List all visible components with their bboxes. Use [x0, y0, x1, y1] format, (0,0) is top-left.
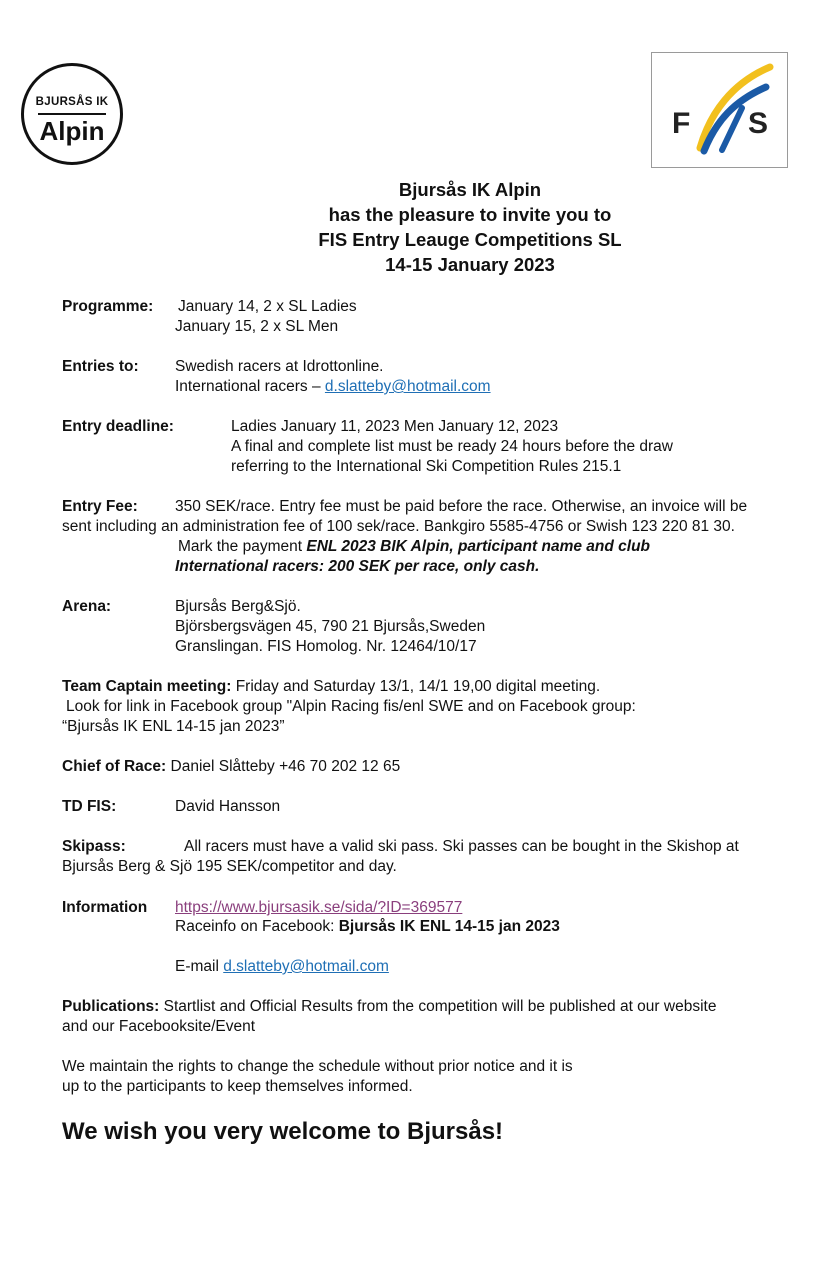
information-email-link[interactable]: d.slatteby@hotmail.com	[223, 958, 389, 975]
arena-line-3: Granslingan. FIS Homolog. Nr. 12464/10/17	[175, 638, 477, 655]
information-facebook-prefix: Raceinfo on Facebook:	[175, 918, 339, 935]
skipass-label: Skipass:	[62, 838, 126, 855]
fee-line-2: sent including an administration fee of 100 sek/race. Bankgiro 5585-4756 or Swish 123 220 81 30.	[62, 518, 735, 535]
title-line-2: has the pleasure to invite you to	[328, 204, 612, 225]
deadline-label: Entry deadline:	[62, 418, 174, 435]
closing-message: We wish you very welcome to Bjursås!	[62, 1118, 504, 1145]
chief-value: Daniel Slåtteby +46 70 202 12 65	[166, 758, 401, 775]
entries-international-prefix: International racers –	[175, 378, 325, 395]
title-line-4: 14-15 January 2023	[385, 254, 555, 275]
captain-line-1	[62, 677, 600, 697]
rights-line-2: up to the participants to keep themselves informed.	[62, 1078, 413, 1095]
publications-line-2: and our Facebooksite/Event	[62, 1018, 256, 1035]
fee-label: Entry Fee:	[62, 498, 138, 515]
captain-meeting-time: Friday and Saturday 13/1, 14/1 19,00 digital meeting.	[231, 678, 601, 695]
captain-line-3: “Bjursås IK ENL 14-15 jan 2023”	[62, 718, 285, 735]
club-logo-top-text: BJURSÅS IK	[35, 96, 109, 108]
publications-line-1	[62, 997, 716, 1017]
information-facebook-group: Bjursås IK ENL 14-15 jan 2023	[338, 918, 560, 935]
club-logo-bottom-text: Alpin	[39, 116, 105, 146]
fee-line-3	[178, 537, 650, 557]
captain-line-2: Look for link in Facebook group "Alpin Racing fis/enl SWE and on Facebook group:	[66, 698, 636, 715]
publications-label: Publications:	[62, 998, 160, 1015]
fis-logo-letter-s: S	[748, 107, 769, 140]
programme-line-2: January 15, 2 x SL Men	[175, 318, 339, 335]
entries-label: Entries to:	[62, 358, 139, 375]
fis-logo	[651, 52, 788, 168]
entries-email-link[interactable]: d.slatteby@hotmail.com	[324, 378, 491, 395]
arena-line-2: Björsbergsvägen 45, 790 21 Bjursås,Sweden	[175, 618, 486, 635]
captain-label: Team Captain meeting:	[62, 678, 232, 695]
title-line-1: Bjursås IK Alpin	[398, 179, 542, 200]
arena-line-1: Bjursås Berg&Sjö.	[175, 598, 301, 615]
information-url-line	[175, 898, 462, 918]
rights-line-1: We maintain the rights to change the schedule without prior notice and it is	[62, 1058, 573, 1075]
deadline-line-1: Ladies January 11, 2023 Men January 12, 2023	[231, 418, 559, 435]
fee-payment-prefix: Mark the payment	[178, 538, 307, 555]
publications-text: Startlist and Official Results from the competition will be published at our website	[159, 998, 717, 1015]
fee-payment-reference: ENL 2023 BIK Alpin, participant name and club	[306, 538, 651, 555]
title-line-3: FIS Entry Leauge Competitions SL	[318, 229, 622, 250]
td-label: TD FIS:	[62, 798, 117, 815]
td-value: David Hansson	[175, 798, 281, 815]
fee-line-1: 350 SEK/race. Entry fee must be paid before the race. Otherwise, an invoice will be	[175, 498, 748, 515]
club-logo-divider	[38, 113, 106, 115]
fis-logo-letter-f: F	[672, 107, 691, 140]
arena-label: Arena:	[62, 598, 112, 615]
deadline-line-2: A final and complete list must be ready 24 hours before the draw	[231, 438, 673, 455]
club-logo	[21, 63, 123, 165]
deadline-line-3: referring to the International Ski Competition Rules 215.1	[231, 458, 622, 475]
fis-logo-graphic	[652, 53, 787, 167]
information-url-link[interactable]: https://www.bjursasik.se/sida/?ID=369577	[175, 899, 463, 916]
skipass-line-2: Bjursås Berg & Sjö 195 SEK/competitor and day.	[62, 858, 397, 875]
skipass-line-1: All racers must have a valid ski pass. Ski passes can be bought in the Skishop at	[184, 838, 739, 855]
programme-line-1: January 14, 2 x SL Ladies	[178, 298, 357, 315]
information-email-line	[175, 957, 389, 977]
information-facebook-line	[175, 917, 560, 937]
chief-line	[62, 757, 400, 777]
entries-line-1: Swedish racers at Idrottonline.	[175, 358, 384, 375]
entries-line-2	[175, 377, 491, 397]
fee-international-note: International racers: 200 SEK per race, only cash.	[175, 558, 540, 575]
information-label: Information	[62, 899, 148, 916]
programme-label: Programme:	[62, 298, 154, 315]
information-email-prefix: E-mail	[175, 958, 224, 975]
chief-label: Chief of Race:	[62, 758, 167, 775]
